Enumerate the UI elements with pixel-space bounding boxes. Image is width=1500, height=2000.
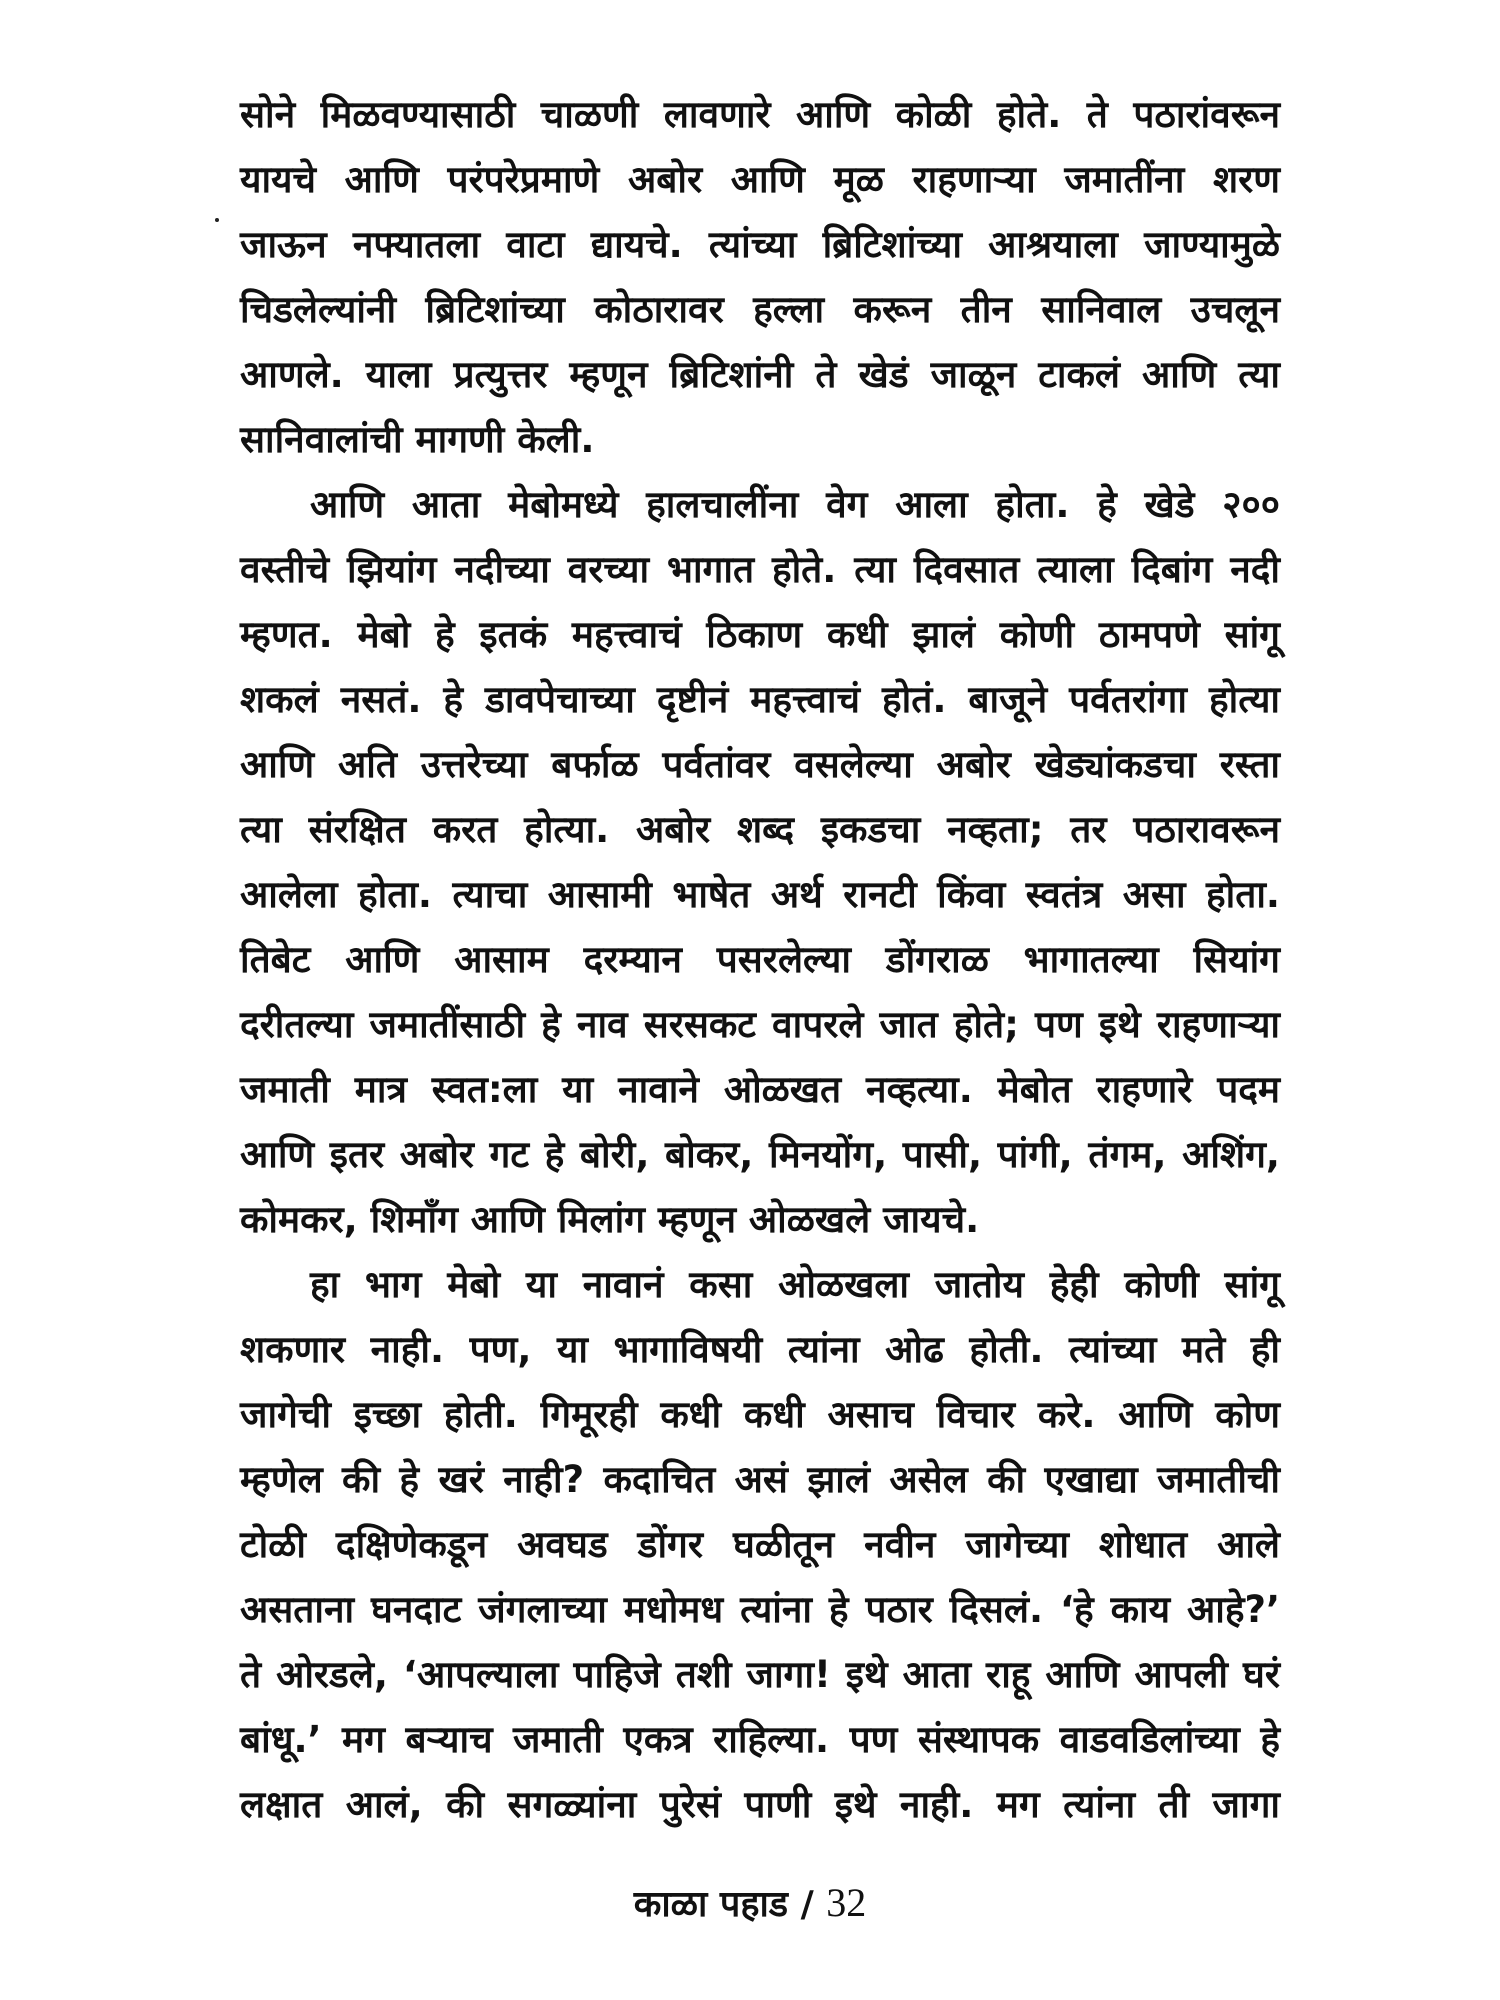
text-line: आलेला होता. त्याचा आसामी भाषेत अर्थ रानटी किंवा स्वतंत्र असा होता.	[240, 873, 1280, 916]
text-line: आणि इतर अबोर गट हे बोरी, बोकर, मिनयोंग, पासी, पांगी, तंगम, अशिंग,	[240, 1133, 1280, 1176]
stray-ink-mark	[215, 218, 219, 222]
text-line: ते ओरडले, ‘आपल्याला पाहिजे तशी जागा! इथे आता राहू आणि आपली घरं	[240, 1653, 1280, 1696]
text-line: शकणार नाही. पण, या भागाविषयी त्यांना ओढ होती. त्यांच्या मते ही	[240, 1328, 1280, 1371]
text-line: लक्षात आलं, की सगळ्यांना पुरेसं पाणी इथे नाही. मग त्यांना ती जागा	[240, 1783, 1280, 1826]
book-title: काळा पहाड	[633, 1884, 789, 1925]
text-line: शकलं नसतं. हे डावपेचाच्या दृष्टीनं महत्त्वाचं होतं. बाजूने पर्वतरांगा होत्या	[240, 678, 1280, 721]
text-line: आणले. याला प्रत्युत्तर म्हणून ब्रिटिशांनी ते खेडं जाळून टाकलं आणि त्या	[240, 353, 1280, 396]
text-line: जागेची इच्छा होती. गिमूरही कधी कधी असाच विचार करे. आणि कोण	[240, 1393, 1280, 1436]
text-line: टोळी दक्षिणेकडून अवघड डोंगर घळीतून नवीन जागेच्या शोधात आले	[240, 1523, 1280, 1566]
text-line: तिबेट आणि आसाम दरम्यान पसरलेल्या डोंगराळ भागातल्या सियांग	[240, 938, 1280, 981]
page-footer	[0, 1878, 1500, 1927]
page-body	[240, 82, 1280, 1837]
text-line: म्हणेल की हे खरं नाही? कदाचित असं झालं असेल की एखाद्या जमातीची	[240, 1458, 1280, 1501]
text-line: यायचे आणि परंपरेप्रमाणे अबोर आणि मूळ राहणाऱ्या जमातींना शरण	[240, 158, 1280, 201]
text-line: सानिवालांची मागणी केली.	[240, 418, 595, 461]
text-line: आणि अति उत्तरेच्या बर्फाळ पर्वतांवर वसलेल्या अबोर खेड्यांकडचा रस्ता	[240, 743, 1280, 786]
footer-separator: /	[800, 1884, 814, 1925]
text-line: वस्तीचे झियांग नदीच्या वरच्या भागात होते. त्या दिवसात त्याला दिबांग नदी	[240, 548, 1280, 591]
text-line: दरीतल्या जमातींसाठी हे नाव सरसकट वापरले जात होते; पण इथे राहणाऱ्या	[240, 1003, 1280, 1046]
text-line: म्हणत. मेबो हे इतकं महत्त्वाचं ठिकाण कधी झालं कोणी ठामपणे सांगू	[240, 613, 1280, 656]
text-line: जाऊन नफ्यातला वाटा द्यायचे. त्यांच्या ब्रिटिशांच्या आश्रयाला जाण्यामुळे	[240, 223, 1280, 266]
text-line: कोमकर, शिमाँग आणि मिलांग म्हणून ओळखले जायचे.	[240, 1198, 980, 1241]
page-number: 32	[826, 1880, 867, 1925]
text-line: हा भाग मेबो या नावानं कसा ओळखला जातोय हेही कोणी सांगू	[310, 1263, 1280, 1306]
paragraph-3	[240, 1252, 1280, 1837]
text-line: आणि आता मेबोमध्ये हालचालींना वेग आला होता. हे खेडे २००	[310, 483, 1280, 526]
text-line: जमाती मात्र स्वत:ला या नावाने ओळखत नव्हत्या. मेबोत राहणारे पदम	[240, 1068, 1280, 1111]
paragraph-1	[240, 82, 1280, 472]
text-line: चिडलेल्यांनी ब्रिटिशांच्या कोठारावर हल्ला करून तीन सानिवाल उचलून	[240, 288, 1280, 331]
text-line: सोने मिळवण्यासाठी चाळणी लावणारे आणि कोळी होते. ते पठारांवरून	[240, 93, 1280, 136]
text-line: बांधू.’ मग बऱ्याच जमाती एकत्र राहिल्या. पण संस्थापक वाडवडिलांच्या हे	[240, 1718, 1280, 1761]
text-line: असताना घनदाट जंगलाच्या मधोमध त्यांना हे पठार दिसलं. ‘हे काय आहे?’	[240, 1588, 1280, 1631]
text-line: त्या संरक्षित करत होत्या. अबोर शब्द इकडचा नव्हता; तर पठारावरून	[240, 808, 1280, 851]
paragraph-2	[240, 472, 1280, 1252]
